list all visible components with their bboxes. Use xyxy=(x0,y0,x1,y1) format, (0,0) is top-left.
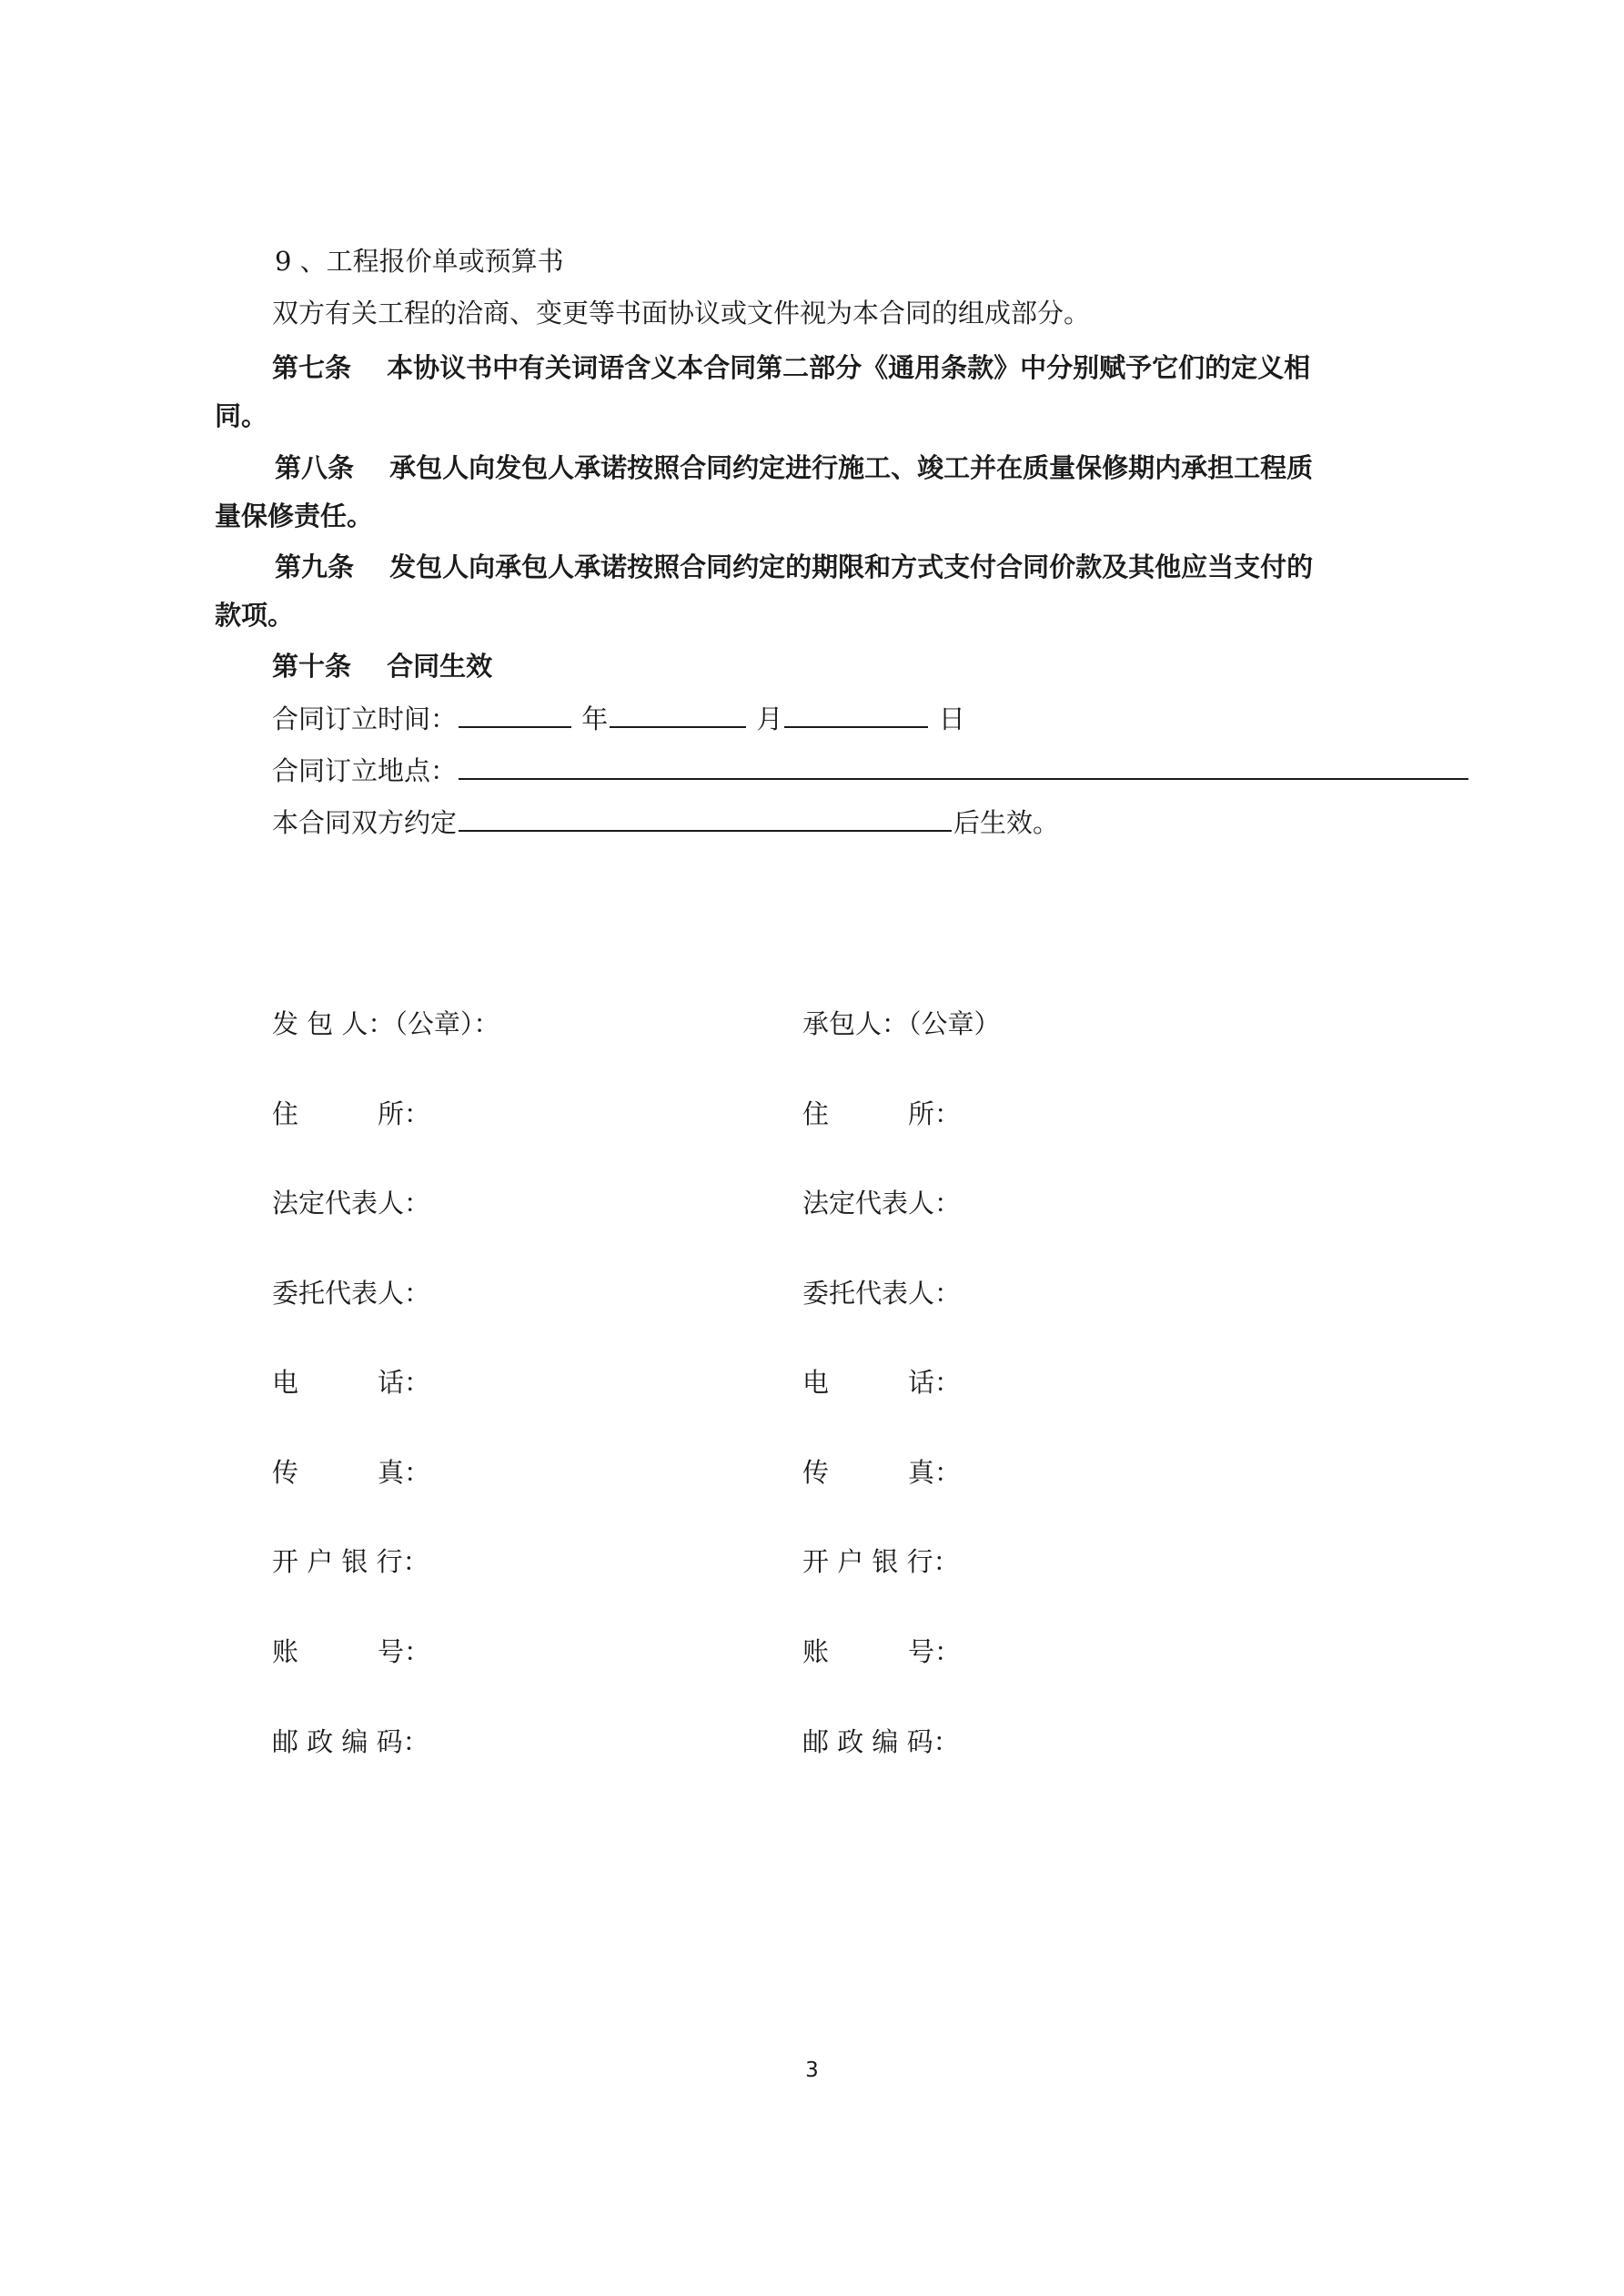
employer-seal-label: 发 包 人：（公章）： xyxy=(272,1008,500,1039)
employer-account-label: 账 号： xyxy=(272,1636,431,1667)
article-9-line-1: 第九条 发包人向承包人承诺按照合同约定的期限和方式支付合同价款及其他应当支付的 xyxy=(275,551,1314,582)
month-blank xyxy=(610,699,746,728)
signing-place-line xyxy=(272,751,1470,789)
employer-fax-label: 传 真： xyxy=(272,1457,431,1488)
contractor-agent-label: 委托代表人： xyxy=(802,1278,962,1309)
effective-line xyxy=(272,803,1059,841)
contractor-phone-label: 电 话： xyxy=(802,1367,962,1398)
effective-condition-blank xyxy=(459,803,952,832)
employer-legal-rep-label: 法定代表人： xyxy=(272,1188,431,1219)
article-10-heading: 第十条 合同生效 xyxy=(272,651,493,682)
contractor-postcode-label: 邮 政 编 码： xyxy=(802,1726,960,1757)
employer-bank-label: 开 户 银 行： xyxy=(272,1546,429,1577)
parties-note-line: 双方有关工程的洽商、变更等书面协议或文件视为本合同的组成部分。 xyxy=(272,298,1091,329)
year-label: 年 xyxy=(581,703,609,734)
day-label: 日 xyxy=(938,703,965,734)
contractor-bank-label: 开 户 银 行： xyxy=(802,1546,960,1577)
contractor-address-label: 住 所： xyxy=(802,1098,962,1129)
page-number: 3 xyxy=(805,2058,819,2082)
employer-postcode-label: 邮 政 编 码： xyxy=(272,1726,429,1757)
contractor-fax-label: 传 真： xyxy=(802,1457,962,1488)
article-7-line-2: 同。 xyxy=(215,400,268,431)
article-8-line-2: 量保修责任。 xyxy=(215,501,374,531)
employer-phone-label: 电 话： xyxy=(272,1367,431,1398)
day-blank xyxy=(784,699,928,728)
place-blank xyxy=(459,751,1468,780)
signing-time-line xyxy=(272,699,965,737)
contractor-seal-label: 承包人：（公章） xyxy=(802,1008,1001,1039)
year-blank xyxy=(459,699,571,728)
signing-time-label: 合同订立时间： xyxy=(272,703,458,734)
effective-prefix: 本合同双方约定 xyxy=(272,807,458,838)
employer-address-label: 住 所： xyxy=(272,1098,431,1129)
employer-agent-label: 委托代表人： xyxy=(272,1278,431,1309)
contractor-account-label: 账 号： xyxy=(802,1636,962,1667)
effective-suffix: 后生效。 xyxy=(953,807,1060,838)
month-label: 月 xyxy=(756,703,783,734)
article-8-line-1: 第八条 承包人向发包人承诺按照合同约定进行施工、竣工并在质量保修期内承担工程质 xyxy=(275,452,1314,483)
item-9-line: 9 、工程报价单或预算书 xyxy=(275,246,564,277)
contractor-legal-rep-label: 法定代表人： xyxy=(802,1188,962,1219)
signing-place-label: 合同订立地点： xyxy=(272,755,458,786)
article-9-line-2: 款项。 xyxy=(215,600,295,631)
article-7-line-1: 第七条 本协议书中有关词语含义本合同第二部分《通用条款》中分别赋予它们的定义相 xyxy=(272,352,1311,383)
